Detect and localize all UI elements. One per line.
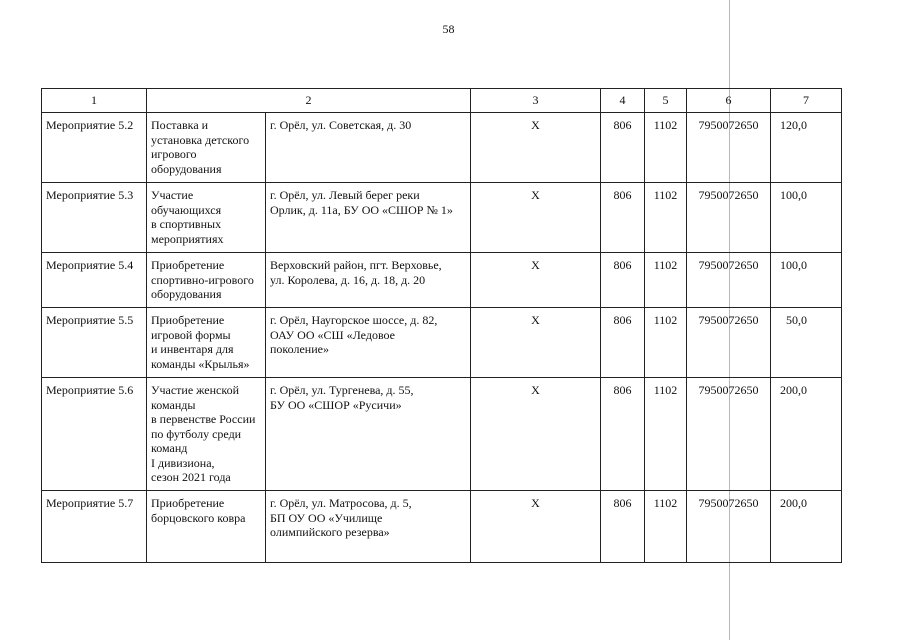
event-cell: Мероприятие 5.6 <box>42 378 147 491</box>
address-cell: Верховский район, пгт. Верховье, ул. Королева, д. 16, д. 18, д. 20 <box>266 253 471 308</box>
col6-cell: 7950072650 <box>687 113 771 183</box>
event-name-cell: Приобретение игровой формы и инвентаря для команды «Крылья» <box>147 308 266 378</box>
col5-cell: 1102 <box>645 253 687 308</box>
event-cell: Мероприятие 5.2 <box>42 113 147 183</box>
address-cell: г. Орёл, ул. Тургенева, д. 55, БУ ОО «СШОР «Русичи» <box>266 378 471 491</box>
header-col-3: 3 <box>471 89 601 113</box>
col4-cell: 806 <box>601 378 645 491</box>
col6-cell: 7950072650 <box>687 491 771 563</box>
event-cell: Мероприятие 5.7 <box>42 491 147 563</box>
event-name-cell: Приобретение спортивно-игрового оборудования <box>147 253 266 308</box>
table-row <box>42 308 842 378</box>
col4-cell: 806 <box>601 183 645 253</box>
col5-cell: 1102 <box>645 378 687 491</box>
col5-cell: 1102 <box>645 491 687 563</box>
col4-cell: 806 <box>601 491 645 563</box>
event-name-cell: Участие обучающихся в спортивных мероприятиях <box>147 183 266 253</box>
table-row <box>42 253 842 308</box>
col3-cell: Х <box>471 113 601 183</box>
col3-cell: Х <box>471 308 601 378</box>
event-name-cell: Участие женской команды в первенстве России по футболу среди команд I дивизиона, сезон 2021 года <box>147 378 266 491</box>
address-cell: г. Орёл, ул. Матросова, д. 5, БП ОУ ОО «Училище олимпийского резерва» <box>266 491 471 563</box>
col7-cell: 100,0 <box>771 183 842 253</box>
header-col-2: 2 <box>147 89 471 113</box>
address-cell: г. Орёл, ул. Левый берег реки Орлик, д. 11а, БУ ОО «СШОР № 1» <box>266 183 471 253</box>
col6-cell: 7950072650 <box>687 253 771 308</box>
header-col-6: 6 <box>687 89 771 113</box>
col4-cell: 806 <box>601 308 645 378</box>
col6-cell: 7950072650 <box>687 378 771 491</box>
col3-cell: Х <box>471 183 601 253</box>
header-col-7: 7 <box>771 89 842 113</box>
col7-cell: 100,0 <box>771 253 842 308</box>
event-cell: Мероприятие 5.5 <box>42 308 147 378</box>
col4-cell: 806 <box>601 113 645 183</box>
budget-table <box>41 88 842 563</box>
table-row <box>42 491 842 563</box>
table-row <box>42 378 842 491</box>
col7-cell: 50,0 <box>771 308 842 378</box>
header-col-5: 5 <box>645 89 687 113</box>
col6-cell: 7950072650 <box>687 308 771 378</box>
address-cell: г. Орёл, Наугорское шоссе, д. 82, ОАУ ОО «СШ «Ледовое поколение» <box>266 308 471 378</box>
event-name-cell: Поставка и установка детского игрового оборудования <box>147 113 266 183</box>
page-number: 58 <box>442 22 455 36</box>
col5-cell: 1102 <box>645 183 687 253</box>
address-cell: г. Орёл, ул. Советская, д. 30 <box>266 113 471 183</box>
event-cell: Мероприятие 5.4 <box>42 253 147 308</box>
col3-cell: Х <box>471 378 601 491</box>
col3-cell: Х <box>471 253 601 308</box>
col7-cell: 200,0 <box>771 378 842 491</box>
header-col-1: 1 <box>42 89 147 113</box>
event-cell: Мероприятие 5.3 <box>42 183 147 253</box>
col3-cell: Х <box>471 491 601 563</box>
col5-cell: 1102 <box>645 308 687 378</box>
table-header-row <box>42 89 842 113</box>
header-col-4: 4 <box>601 89 645 113</box>
event-name-cell: Приобретение борцовского ковра <box>147 491 266 563</box>
col5-cell: 1102 <box>645 113 687 183</box>
col4-cell: 806 <box>601 253 645 308</box>
col6-cell: 7950072650 <box>687 183 771 253</box>
col7-cell: 200,0 <box>771 491 842 563</box>
table-row <box>42 183 842 253</box>
col7-cell: 120,0 <box>771 113 842 183</box>
table-row <box>42 113 842 183</box>
